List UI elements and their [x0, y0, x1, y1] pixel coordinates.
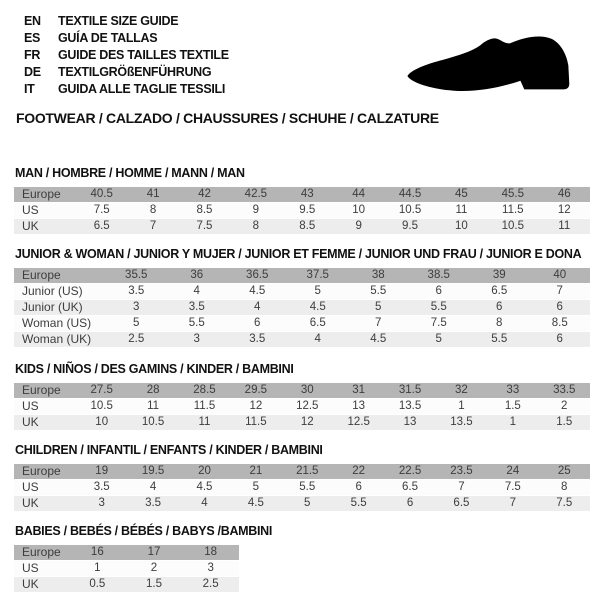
size-cell: 38 [348, 268, 409, 283]
size-cell: 8 [127, 203, 178, 218]
table-row [14, 316, 590, 331]
size-cell: 33 [487, 383, 538, 398]
size-cell: 8 [539, 480, 590, 495]
size-cell: 10.5 [76, 399, 127, 414]
size-cell: 1 [69, 561, 126, 576]
size-cell: 5 [230, 480, 281, 495]
size-cell: 11.5 [230, 415, 281, 430]
size-cell: 10.5 [487, 219, 538, 234]
size-cell: 4 [127, 480, 178, 495]
size-cell: 2.5 [106, 332, 167, 347]
language-code: DE [24, 65, 41, 79]
size-cell: 35.5 [106, 268, 167, 283]
size-cell: 7.5 [487, 480, 538, 495]
size-cell: 2.5 [182, 577, 239, 592]
table-title: JUNIOR & WOMAN / JUNIOR Y MUJER / JUNIOR ET FEMME / JUNIOR UND FRAU / JUNIOR E DONA [15, 247, 582, 261]
table-title: MAN / HOMBRE / HOMME / MANN / MAN [15, 166, 245, 180]
language-row [24, 64, 229, 81]
size-cell: 6 [227, 316, 288, 331]
size-cell: 19.5 [127, 464, 178, 479]
size-cell: 6 [530, 300, 591, 315]
size-cell: 6 [384, 496, 435, 511]
table-row [14, 480, 590, 495]
size-cell: 11 [127, 399, 178, 414]
row-label: UK [14, 415, 76, 430]
table-row [14, 496, 590, 511]
language-label: TEXTILE SIZE GUIDE [58, 14, 179, 28]
size-cell: 33.5 [539, 383, 590, 398]
size-tables [14, 166, 590, 600]
size-cell: 36.5 [227, 268, 288, 283]
size-cell: 3.5 [106, 284, 167, 299]
size-cell: 3 [182, 561, 239, 576]
size-cell: 8.5 [530, 316, 591, 331]
size-cell: 12 [282, 415, 333, 430]
size-cell: 4.5 [227, 284, 288, 299]
language-label: GUIDE DES TAILLES TEXTILE [58, 48, 229, 62]
size-cell: 7 [487, 496, 538, 511]
size-table [14, 186, 590, 235]
size-cell: 4 [227, 300, 288, 315]
table-row [14, 268, 590, 283]
language-label: TEXTILGRÖßENFÜHRUNG [58, 65, 212, 79]
size-cell: 2 [539, 399, 590, 414]
size-cell: 38.5 [409, 268, 470, 283]
size-cell: 10 [76, 415, 127, 430]
language-code: EN [24, 14, 41, 28]
size-cell: 9.5 [282, 203, 333, 218]
size-cell: 1.5 [126, 577, 183, 592]
size-cell: 5.5 [469, 332, 530, 347]
table-row [14, 187, 590, 202]
size-cell: 21.5 [282, 464, 333, 479]
size-cell: 8.5 [179, 203, 230, 218]
size-cell: 11 [436, 203, 487, 218]
size-cell: 3.5 [127, 496, 178, 511]
size-cell: 43 [282, 187, 333, 202]
size-cell: 8.5 [282, 219, 333, 234]
size-table-block [14, 362, 590, 431]
size-cell: 3 [167, 332, 228, 347]
row-label: US [14, 561, 69, 576]
language-row [24, 47, 229, 64]
dress-shoe-path [407, 36, 569, 91]
row-label: US [14, 480, 76, 495]
size-cell: 5 [282, 496, 333, 511]
table-row [14, 399, 590, 414]
size-table [14, 382, 590, 431]
size-cell: 10.5 [127, 415, 178, 430]
size-table-block [14, 524, 590, 593]
size-cell: 1.5 [539, 415, 590, 430]
size-cell: 25 [539, 464, 590, 479]
size-cell: 6.5 [76, 219, 127, 234]
size-cell: 7 [127, 219, 178, 234]
size-cell: 6 [530, 332, 591, 347]
size-cell: 9 [333, 219, 384, 234]
table-row [14, 464, 590, 479]
size-cell: 12 [539, 203, 590, 218]
size-cell: 46 [539, 187, 590, 202]
size-cell: 11 [539, 219, 590, 234]
size-cell: 18 [182, 545, 239, 560]
size-cell: 40.5 [76, 187, 127, 202]
size-cell: 7.5 [179, 219, 230, 234]
size-cell: 12.5 [333, 415, 384, 430]
size-cell: 23.5 [436, 464, 487, 479]
row-label: Woman (US) [14, 316, 106, 331]
table-row [14, 383, 590, 398]
language-code: ES [24, 31, 41, 45]
size-cell: 4 [288, 332, 349, 347]
size-cell: 22 [333, 464, 384, 479]
row-label: Europe [14, 383, 76, 398]
table-row [14, 219, 590, 234]
size-cell: 24 [487, 464, 538, 479]
row-label: UK [14, 496, 76, 511]
size-cell: 8 [469, 316, 530, 331]
size-cell: 5 [348, 300, 409, 315]
table-row [14, 332, 590, 347]
size-cell: 5.5 [348, 284, 409, 299]
size-table-block [14, 166, 590, 235]
size-table-block [14, 443, 590, 512]
size-cell: 4.5 [348, 332, 409, 347]
size-cell: 11.5 [179, 399, 230, 414]
size-cell: 20 [179, 464, 230, 479]
size-cell: 12 [230, 399, 281, 414]
size-cell: 44.5 [384, 187, 435, 202]
size-cell: 4.5 [288, 300, 349, 315]
size-cell: 42.5 [230, 187, 281, 202]
row-label: UK [14, 577, 69, 592]
language-row [24, 13, 229, 30]
table-title: BABIES / BEBÉS / BÉBÉS / BABYS /BAMBINI [15, 524, 273, 538]
size-cell: 6 [409, 284, 470, 299]
size-cell: 16 [69, 545, 126, 560]
size-cell: 7.5 [76, 203, 127, 218]
size-cell: 7 [348, 316, 409, 331]
size-cell: 22.5 [384, 464, 435, 479]
language-row [24, 30, 229, 47]
size-cell: 39 [469, 268, 530, 283]
language-code: FR [24, 48, 41, 62]
row-label: Europe [14, 545, 69, 560]
row-label: Europe [14, 464, 76, 479]
language-list [24, 13, 229, 98]
size-cell: 28 [127, 383, 178, 398]
size-table-block [14, 247, 590, 348]
row-label: UK [14, 219, 76, 234]
size-cell: 37.5 [288, 268, 349, 283]
size-cell: 6.5 [288, 316, 349, 331]
row-label: US [14, 203, 76, 218]
size-cell: 3 [76, 496, 127, 511]
size-cell: 11 [179, 415, 230, 430]
size-cell: 17 [126, 545, 183, 560]
size-cell: 3.5 [227, 332, 288, 347]
size-cell: 5 [409, 332, 470, 347]
size-cell: 19 [76, 464, 127, 479]
size-cell: 13.5 [436, 415, 487, 430]
size-cell: 27.5 [76, 383, 127, 398]
size-cell: 1 [436, 399, 487, 414]
size-cell: 13 [333, 399, 384, 414]
table-title: CHILDREN / INFANTIL / ENFANTS / KINDER / BAMBINI [15, 443, 323, 457]
size-cell: 7 [436, 480, 487, 495]
size-cell: 41 [127, 187, 178, 202]
size-table [14, 463, 590, 512]
size-cell: 12.5 [282, 399, 333, 414]
size-cell: 44 [333, 187, 384, 202]
size-cell: 5.5 [333, 496, 384, 511]
dress-shoe-icon [394, 30, 576, 97]
table-row [14, 203, 590, 218]
language-code: IT [24, 82, 35, 96]
size-table [14, 267, 590, 348]
size-cell: 45 [436, 187, 487, 202]
language-label: GUIDA ALLE TAGLIE TESSILI [58, 82, 226, 96]
row-label: Junior (UK) [14, 300, 106, 315]
row-label: US [14, 399, 76, 414]
size-cell: 10 [333, 203, 384, 218]
size-cell: 10 [436, 219, 487, 234]
size-cell: 28.5 [179, 383, 230, 398]
size-cell: 11.5 [487, 203, 538, 218]
size-cell: 3.5 [76, 480, 127, 495]
size-cell: 6.5 [436, 496, 487, 511]
size-cell: 5.5 [409, 300, 470, 315]
size-cell: 5 [106, 316, 167, 331]
language-row [24, 81, 229, 98]
category-line: FOOTWEAR / CALZADO / CHAUSSURES / SCHUHE / CALZATURE [16, 110, 439, 126]
row-label: Europe [14, 187, 76, 202]
size-cell: 6.5 [469, 284, 530, 299]
size-cell: 3.5 [167, 300, 228, 315]
size-cell: 30 [282, 383, 333, 398]
table-row [14, 415, 590, 430]
size-cell: 3 [106, 300, 167, 315]
size-cell: 6.5 [384, 480, 435, 495]
size-cell: 40 [530, 268, 591, 283]
size-cell: 0.5 [69, 577, 126, 592]
table-row [14, 300, 590, 315]
size-cell: 13 [384, 415, 435, 430]
row-label: Woman (UK) [14, 332, 106, 347]
size-cell: 5 [288, 284, 349, 299]
size-table [14, 544, 239, 593]
size-cell: 9 [230, 203, 281, 218]
table-title: KIDS / NIÑOS / DES GAMINS / KINDER / BAMBINI [15, 362, 294, 376]
table-row [14, 545, 239, 560]
size-cell: 13.5 [384, 399, 435, 414]
size-cell: 4 [179, 496, 230, 511]
table-row [14, 577, 239, 592]
size-cell: 7 [530, 284, 591, 299]
size-cell: 7.5 [409, 316, 470, 331]
size-cell: 9.5 [384, 219, 435, 234]
size-cell: 4.5 [230, 496, 281, 511]
table-row [14, 284, 590, 299]
language-label: GUÍA DE TALLAS [58, 31, 158, 45]
size-cell: 5.5 [167, 316, 228, 331]
size-cell: 1 [487, 415, 538, 430]
size-cell: 1.5 [487, 399, 538, 414]
size-cell: 21 [230, 464, 281, 479]
size-cell: 6 [333, 480, 384, 495]
size-cell: 31 [333, 383, 384, 398]
size-cell: 36 [167, 268, 228, 283]
size-cell: 4 [167, 284, 228, 299]
size-cell: 8 [230, 219, 281, 234]
size-cell: 10.5 [384, 203, 435, 218]
size-cell: 2 [126, 561, 183, 576]
size-cell: 4.5 [179, 480, 230, 495]
size-cell: 32 [436, 383, 487, 398]
size-cell: 31.5 [384, 383, 435, 398]
row-label: Junior (US) [14, 284, 106, 299]
table-row [14, 561, 239, 576]
size-cell: 29.5 [230, 383, 281, 398]
row-label: Europe [14, 268, 106, 283]
size-cell: 7.5 [539, 496, 590, 511]
size-cell: 6 [469, 300, 530, 315]
size-cell: 5.5 [282, 480, 333, 495]
size-cell: 45.5 [487, 187, 538, 202]
size-cell: 42 [179, 187, 230, 202]
